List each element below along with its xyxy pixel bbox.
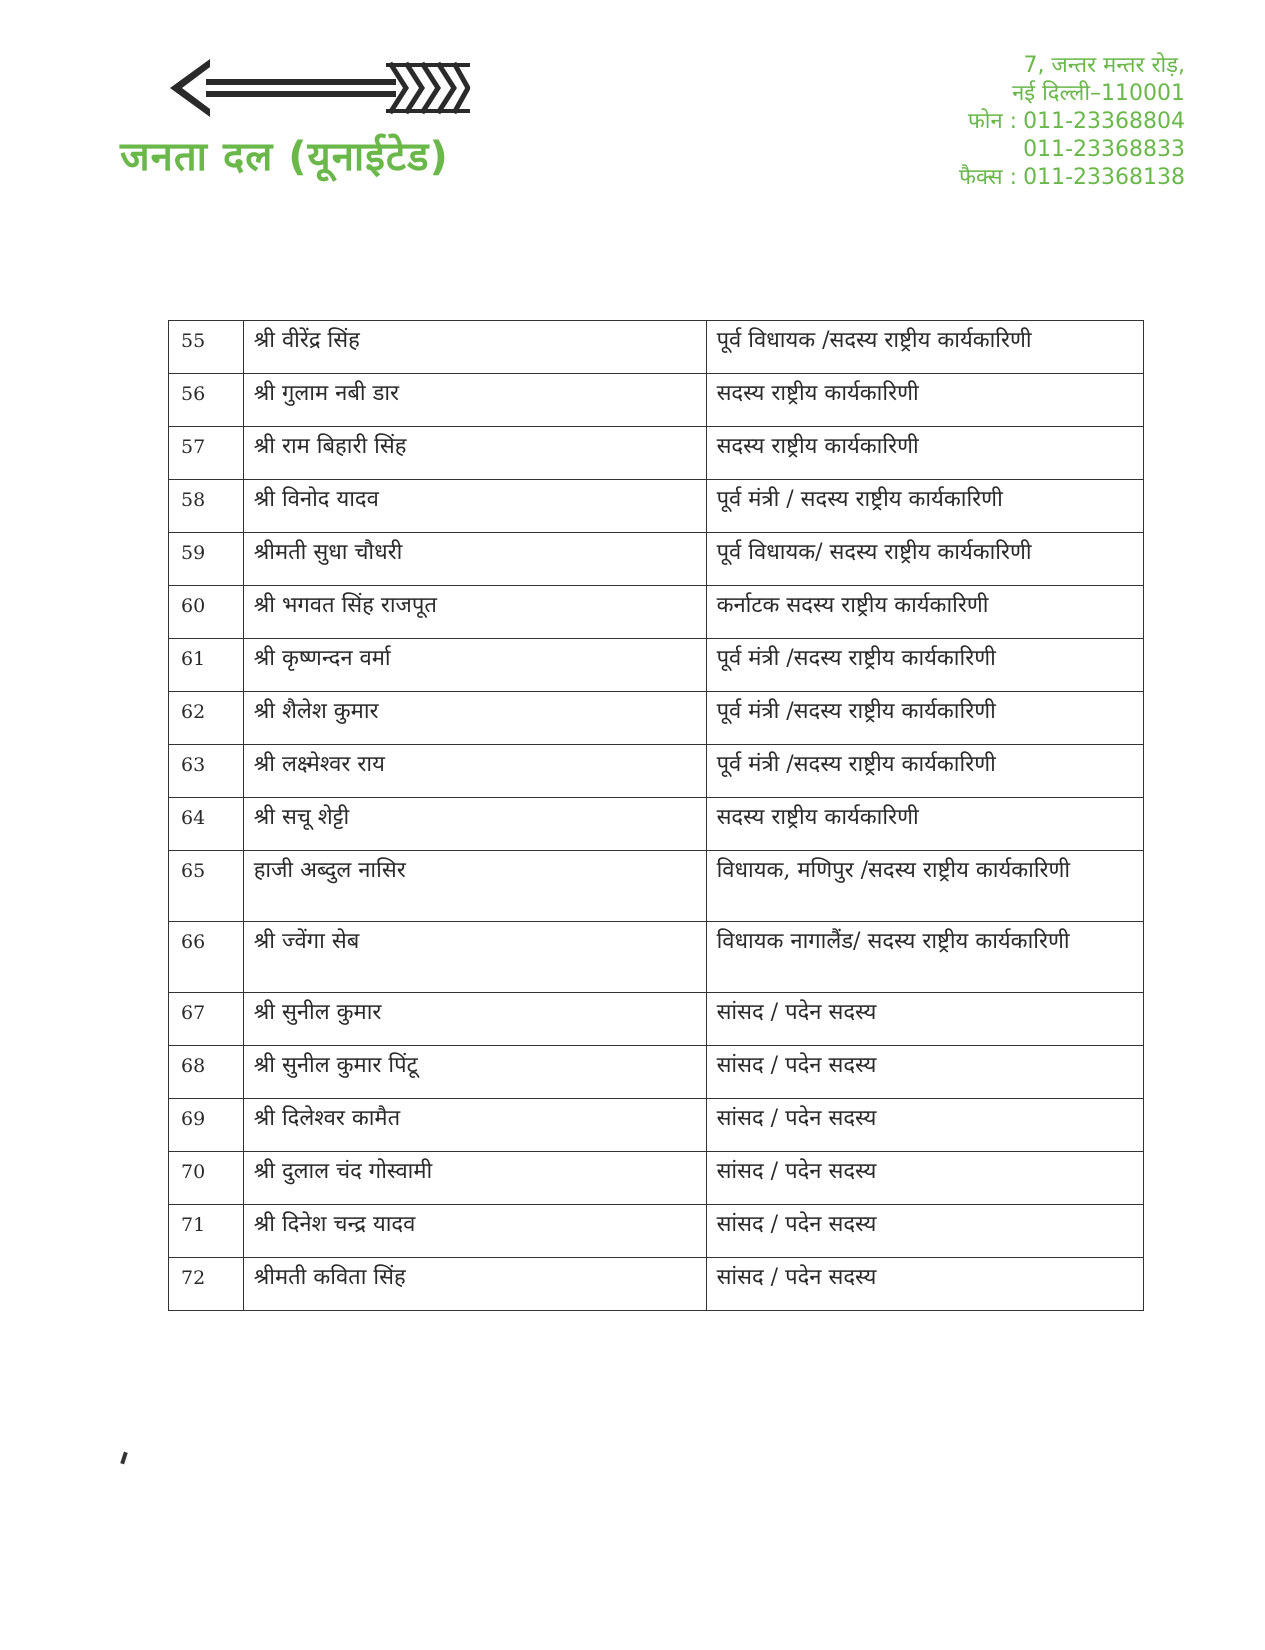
phone-line-2 (959, 136, 1185, 164)
table-row (169, 1152, 1144, 1205)
member-role: सांसद / पदेन सदस्य (706, 1258, 1143, 1311)
table-row (169, 692, 1144, 745)
table-row (169, 745, 1144, 798)
serial-number: 69 (169, 1099, 244, 1152)
serial-number: 71 (169, 1205, 244, 1258)
member-name: श्रीमती कविता सिंह (243, 1258, 706, 1311)
serial-number: 67 (169, 993, 244, 1046)
party-logo (120, 55, 540, 195)
member-name: श्री भगवत सिंह राजपूत (243, 586, 706, 639)
scan-mark (120, 1452, 128, 1465)
table-row (169, 993, 1144, 1046)
serial-number: 57 (169, 427, 244, 480)
office-address (959, 52, 1185, 192)
serial-number: 66 (169, 922, 244, 993)
table-row (169, 321, 1144, 374)
member-name: श्री वीरेंद्र सिंह (243, 321, 706, 374)
member-name: श्री गुलाम नबी डार (243, 374, 706, 427)
table-row (169, 922, 1144, 993)
member-role: पूर्व विधायक/ सदस्य राष्ट्रीय कार्यकारिणी (706, 533, 1143, 586)
serial-number: 68 (169, 1046, 244, 1099)
member-name: श्री दुलाल चंद गोस्वामी (243, 1152, 706, 1205)
serial-number: 63 (169, 745, 244, 798)
member-role: सांसद / पदेन सदस्य (706, 1046, 1143, 1099)
fax-line (959, 164, 1185, 192)
serial-number: 61 (169, 639, 244, 692)
table-row (169, 1258, 1144, 1311)
member-name: श्री विनोद यादव (243, 480, 706, 533)
table-row (169, 798, 1144, 851)
serial-number: 55 (169, 321, 244, 374)
member-role: सदस्य राष्ट्रीय कार्यकारिणी (706, 427, 1143, 480)
address-line-2: नई दिल्ली–110001 (1012, 81, 1185, 106)
member-name: श्री दिलेश्वर कामैत (243, 1099, 706, 1152)
member-role: पूर्व मंत्री / सदस्य राष्ट्रीय कार्यकारिणी (706, 480, 1143, 533)
table-row (169, 480, 1144, 533)
member-role: कर्नाटक सदस्य राष्ट्रीय कार्यकारिणी (706, 586, 1143, 639)
table-row (169, 374, 1144, 427)
serial-number: 72 (169, 1258, 244, 1311)
fax-label: फैक्स : (958, 165, 1018, 190)
table-row (169, 851, 1144, 922)
member-name: श्री ज्वेंगा सेब (243, 922, 706, 993)
member-name: श्री सचू शेट्टी (243, 798, 706, 851)
table-row (169, 427, 1144, 480)
member-name: श्री कृष्णन्दन वर्मा (243, 639, 706, 692)
member-role: पूर्व मंत्री /सदस्य राष्ट्रीय कार्यकारिणी (706, 639, 1143, 692)
serial-number: 62 (169, 692, 244, 745)
arrow-icon (170, 55, 470, 121)
serial-number: 60 (169, 586, 244, 639)
phone-label: फोन : (967, 109, 1018, 134)
table-row (169, 1205, 1144, 1258)
member-role: पूर्व विधायक /सदस्य राष्ट्रीय कार्यकारिणी (706, 321, 1143, 374)
member-role: सदस्य राष्ट्रीय कार्यकारिणी (706, 374, 1143, 427)
member-role: पूर्व मंत्री /सदस्य राष्ट्रीय कार्यकारिणी (706, 692, 1143, 745)
member-name: श्री शैलेश कुमार (243, 692, 706, 745)
serial-number: 59 (169, 533, 244, 586)
member-role: सांसद / पदेन सदस्य (706, 1152, 1143, 1205)
address-line-1: 7, जन्तर मन्तर रोड़, (1023, 53, 1185, 78)
phone-line-1 (959, 108, 1185, 136)
member-name: श्री दिनेश चन्द्र यादव (243, 1205, 706, 1258)
table-row (169, 1099, 1144, 1152)
member-name: श्री राम बिहारी सिंह (243, 427, 706, 480)
member-name: श्री सुनील कुमार (243, 993, 706, 1046)
fax-number: 011-23368138 (1023, 165, 1185, 190)
member-role: सांसद / पदेन सदस्य (706, 1099, 1143, 1152)
member-name: हाजी अब्दुल नासिर (243, 851, 706, 922)
party-name: जनता दल (यूनाईटेड) (120, 134, 449, 180)
table-row (169, 1046, 1144, 1099)
serial-number: 58 (169, 480, 244, 533)
member-role: पूर्व मंत्री /सदस्य राष्ट्रीय कार्यकारिणी (706, 745, 1143, 798)
member-name: श्री लक्ष्मेश्वर राय (243, 745, 706, 798)
table-row (169, 586, 1144, 639)
member-table (168, 320, 1144, 1311)
member-role: सांसद / पदेन सदस्य (706, 993, 1143, 1046)
member-role: विधायक, मणिपुर /सदस्य राष्ट्रीय कार्यकारिणी (706, 851, 1143, 922)
member-name: श्री सुनील कुमार पिंटू (243, 1046, 706, 1099)
table-row (169, 639, 1144, 692)
serial-number: 56 (169, 374, 244, 427)
phone-number-2: 011-23368833 (1023, 137, 1185, 162)
serial-number: 70 (169, 1152, 244, 1205)
member-role: सांसद / पदेन सदस्य (706, 1205, 1143, 1258)
member-role: सदस्य राष्ट्रीय कार्यकारिणी (706, 798, 1143, 851)
phone-number-1: 011-23368804 (1023, 109, 1185, 134)
serial-number: 64 (169, 798, 244, 851)
member-name: श्रीमती सुधा चौधरी (243, 533, 706, 586)
table-row (169, 533, 1144, 586)
serial-number: 65 (169, 851, 244, 922)
member-role: विधायक नागालैंड/ सदस्य राष्ट्रीय कार्यकारिणी (706, 922, 1143, 993)
